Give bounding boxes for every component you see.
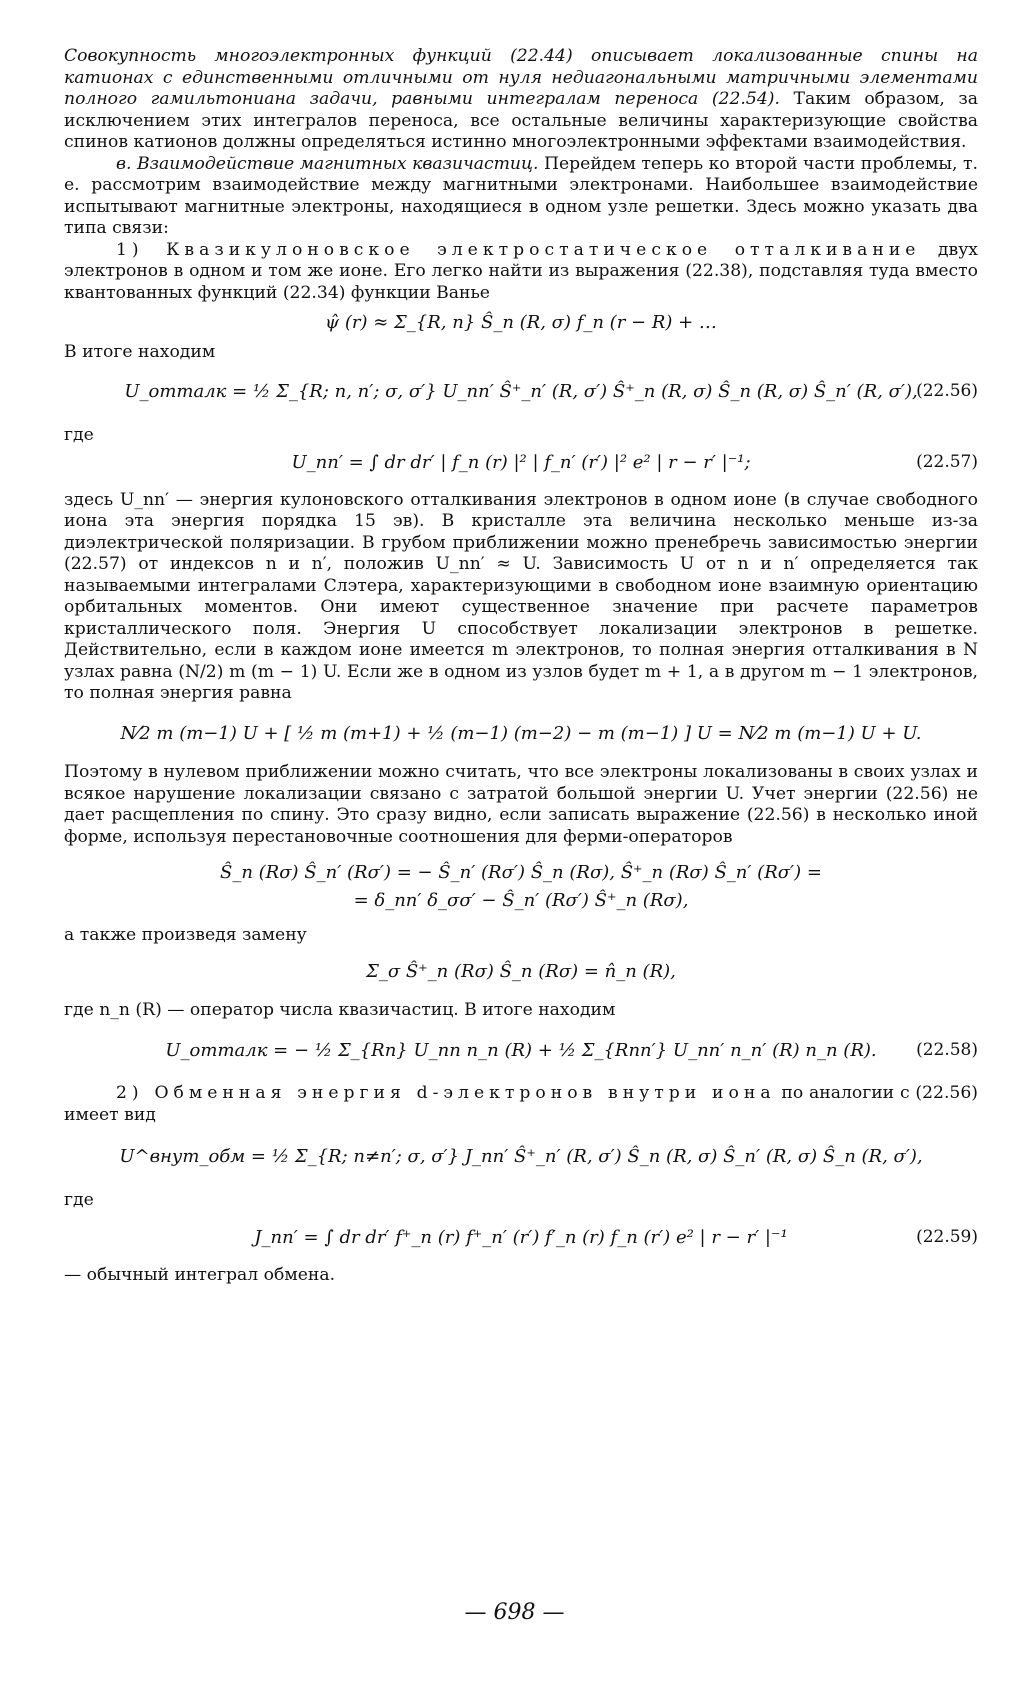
where-label-2: где (64, 1189, 94, 1210)
paragraph-item-2 (64, 1083, 978, 1126)
equation-22-58 (64, 1040, 978, 1062)
equation-number-22-56: (22.56) (916, 381, 978, 401)
equation-22-56-body: U_отталк = ½ Σ_{R; n, n′; σ, σ′} U_nn′ Ŝ⁺_n′ (R, σ′) Ŝ⁺_n (R, σ) Ŝ_n (R, σ) Ŝ_n′ (R, σ′), (124, 381, 918, 402)
equation-commutator-1 (64, 862, 978, 884)
section-text: Перейдем теперь ко второй части проблемы, т. е. рассмотрим взаимодействие между магнитными электронами. Наибольшее взаимодействие испытывают магнитные электроны, находящиеся в одном узле решетки. Здесь можно указать два типа связи: (64, 153, 978, 238)
paragraph-localization: Поэтому в нулевом приближении можно считать, что все электроны локализованы в своих узлах и всякое нарушение локализации связано с затратой большой энергии U. Учет энергии (22.56) не дает расщепления по спину. Это сразу видно, если записать выражение (22.56) в несколько иной форме, используя перестановочные соотношения для ферми-операторов (64, 762, 978, 847)
intro-italic-text: Совокупность многоэлектронных функций (22.44) описывает локализованные спины на катионах с единственными отличными от нуля недиагональными матричными элементами полного гамильтониана задачи, равными интегралам переноса (22.54). (64, 46, 978, 109)
paragraph-section-v (64, 154, 978, 240)
equation-psi-body: ψ̂ (r) ≈ Σ_{R, n} Ŝ_n (R, σ) f_n (r − R) + … (325, 312, 717, 333)
where-label-1: где (64, 424, 94, 445)
equation-22-59 (64, 1227, 978, 1249)
paragraph-intro (64, 46, 978, 154)
equation-substitution (64, 961, 978, 983)
equation-22-56 (64, 381, 978, 403)
page-number: — 698 — (464, 1600, 565, 1625)
equation-number-22-58: (22.58) (916, 1039, 978, 1060)
paragraph-item-1 (64, 240, 978, 305)
equation-22-58-body: U_отталк = − ½ Σ_{Rn} U_nn n_n (R) + ½ Σ_{Rnn′} U_nn′ n_n′ (R) n_n (R). (165, 1039, 877, 1061)
result-label-1: В итоге находим (64, 341, 216, 362)
equation-exchange (64, 1146, 978, 1168)
also-label: а также произведя замену (64, 925, 307, 945)
equation-22-59-body: J_nn′ = ∫ dr dr′ f⁺_n (r) f⁺_n′ (r′) f′_n (r) f_n (r′) e² | r − r′ |⁻¹ (254, 1227, 788, 1248)
item-1-text: двух электронов в одном и том же ионе. Его легко найти из выражения (22.38), подставляя туда вместо квантованных функций (22.34) функции Ванье (64, 239, 978, 303)
equation-commutator-1-body: Ŝ_n (Rσ) Ŝ_n′ (Rσ′) = − Ŝ_n′ (Rσ′) Ŝ_n (Rσ), Ŝ⁺_n (Rσ) Ŝ_n′ (Rσ′) = (220, 862, 822, 883)
closing-line: — обычный интеграл обмена. (64, 1264, 336, 1285)
equation-commutator-2-body: = δ_nn′ δ_σσ′ − Ŝ_n′ (Rσ′) Ŝ⁺_n (Rσ), (353, 889, 689, 911)
paragraph-coulomb: здесь U_nn′ — энергия кулоновского отталкивания электронов в одном ионе (в случае свободного иона эта энергия порядка 15 эв). В кристалле эта величина несколько меньше из-за диэлектрической поляризации. В грубом приближении можно пренебречь зависимостью энергии (22.57) от индексов n и n′, положив U_nn′ ≈ U. Зависимость U от n и n′ определяется так называемыми интегралами Слэтера, характеризующими в свободном ионе взаимную ориентацию орбитальных моментов. Они имеют существенное значение при расчете параметров кристаллического поля. Энергия U способствует локализации электронов в решетке. Действительно, если в каждом ионе имеется m электронов, то полная энергия отталкивания в N узлах равна (N/2) m (m − 1) U. Если же в одном из узлов будет m + 1, а в другом m − 1 электронов, то полная энергия равна (64, 489, 978, 703)
equation-commutator-2 (64, 890, 978, 912)
equation-22-57 (64, 452, 978, 474)
equation-number-22-57: (22.57) (916, 452, 978, 472)
page-body (64, 46, 978, 1286)
item-2-text: по аналогии с (22.56) имеет вид (64, 1083, 979, 1125)
item-2-heading: 2) Обменная энергия d-электронов внутри иона (116, 1083, 776, 1103)
equation-substitution-body: Σ_σ Ŝ⁺_n (Rσ) Ŝ_n (Rσ) = n̂_n (R), (366, 960, 676, 982)
equation-energy-body: N⁄2 m (m−1) U + [ ½ m (m+1) + ½ (m−1) (m−2) − m (m−1) ] U = N⁄2 m (m−1) U + U. (120, 722, 922, 744)
paragraph-number-operator: где n_n (R) — оператор числа квазичастиц. В итоге находим (64, 1000, 616, 1020)
equation-22-57-body: U_nn′ = ∫ dr dr′ | f_n (r) |² | f_n′ (r′) |² e² | r − r′ |⁻¹; (291, 452, 751, 473)
item-1-heading: 1) Квазикулоновское электростатическое отталкивание (116, 239, 921, 260)
equation-energy (64, 723, 978, 745)
section-label: в. Взаимодействие магнитных квазичастиц. (116, 153, 539, 174)
equation-exchange-body: U^внут_обм = ½ Σ_{R; n≠n′; σ, σ′} J_nn′ Ŝ⁺_n′ (R, σ′) Ŝ_n (R, σ) Ŝ_n′ (R, σ) Ŝ_n (R, σ′), (119, 1146, 923, 1167)
equation-number-22-59: (22.59) (916, 1227, 978, 1247)
intro-text: Таким образом, за исключением этих интегралов переноса, все остальные величины характеризующие свойства спинов катионов должны определяться истинно многоэлектронными эффектами взаимодействия. (64, 89, 978, 152)
equation-psi (64, 312, 978, 334)
